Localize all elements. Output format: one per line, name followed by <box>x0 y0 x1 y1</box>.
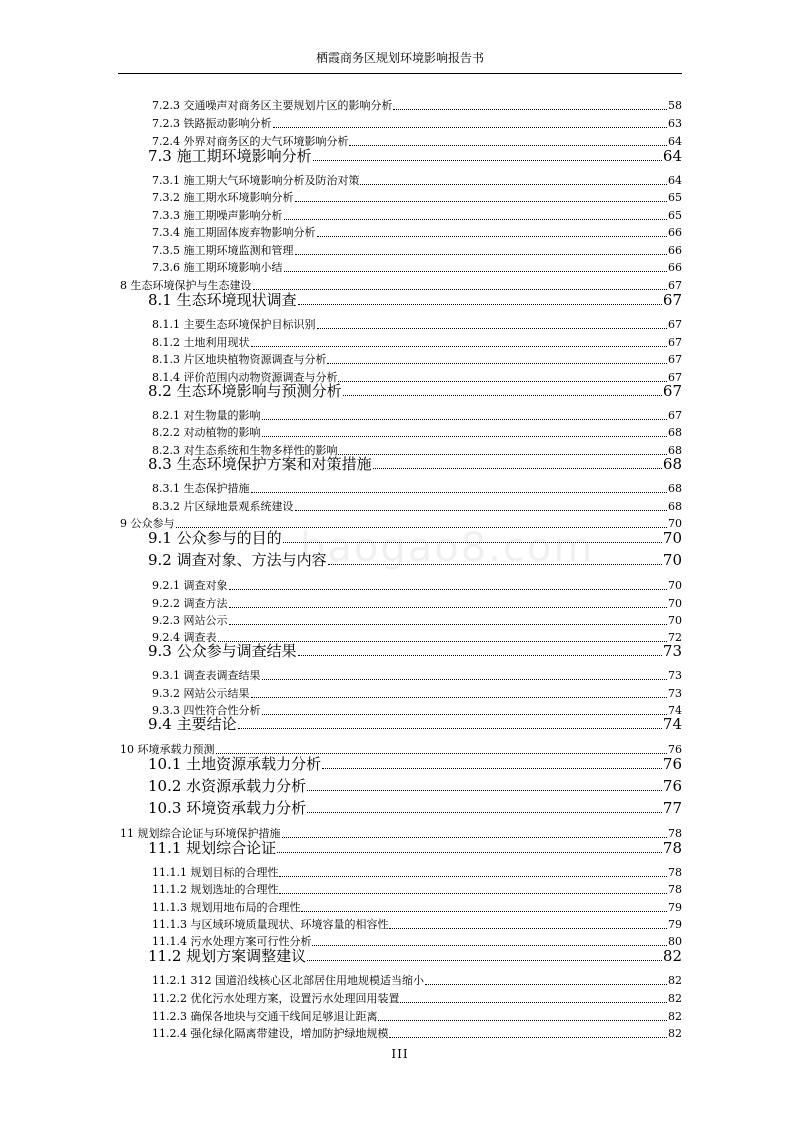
toc-entry[interactable] <box>152 172 682 189</box>
toc-entry-page: 76 <box>662 755 682 773</box>
toc-leader-dots <box>298 655 662 656</box>
toc-entry-label: 8.3.2 片区绿地景观系统建设 <box>152 500 294 513</box>
toc-entry-label: 9.3.3 四性符合性分析 <box>152 704 261 717</box>
toc-entry-label: 8.2.2 对动植物的影响 <box>152 426 261 439</box>
toc-leader-dots <box>328 564 662 565</box>
toc-entry-page: 66 <box>668 244 682 257</box>
watermark: baogao8.com <box>300 525 595 571</box>
toc-entry-page: 65 <box>668 191 682 204</box>
toc-leader-dots <box>262 679 668 680</box>
toc-leader-dots <box>284 271 668 272</box>
toc-entry-page: 67 <box>662 291 682 309</box>
toc-entry[interactable] <box>152 899 682 916</box>
toc-entry-page: 66 <box>668 226 682 239</box>
toc-entry-page: 70 <box>668 517 682 530</box>
toc-leader-dots <box>238 728 662 729</box>
toc-entry-page: 68 <box>668 482 682 495</box>
toc-entry[interactable] <box>148 714 682 734</box>
toc-entry-page: 67 <box>668 409 682 422</box>
toc-entry-label: 7.3.4 施工期固体废弃物影响分析 <box>152 226 316 239</box>
toc-entry-page: 68 <box>668 444 682 457</box>
toc-entry-label: 11.2.2 优化污水处理方案，设置污水处理回用装置 <box>152 992 400 1005</box>
toc-entry[interactable] <box>152 916 682 933</box>
toc-entry-label: 7.2.3 铁路振动影响分析 <box>152 117 272 130</box>
toc-entry-label: 9.3.1 调查表调查结果 <box>152 669 261 682</box>
toc-leader-dots <box>307 960 662 961</box>
toc-leader-dots <box>251 346 668 347</box>
toc-entry-page: 70 <box>662 551 682 569</box>
toc-entry[interactable] <box>152 424 682 441</box>
toc-entry-label: 11.1.3 与区域环境质量现状、环境容量的相容性 <box>152 918 389 931</box>
toc-entry[interactable] <box>152 498 682 515</box>
toc-entry[interactable] <box>152 207 682 224</box>
toc-leader-dots <box>373 468 662 469</box>
toc-entry-label: 8.1 生态环境现状调查 <box>148 291 297 309</box>
toc-entry-page: 78 <box>668 883 682 896</box>
toc-leader-dots <box>295 201 668 202</box>
toc-leader-dots <box>389 928 667 929</box>
toc-entry-label: 7.3.6 施工期环境影响小结 <box>152 261 283 274</box>
toc-entry[interactable] <box>148 528 682 548</box>
toc-entry-page: 64 <box>662 147 682 165</box>
toc-entry[interactable] <box>152 685 682 702</box>
toc-entry-page: 80 <box>668 935 682 948</box>
toc-entry-label: 8 生态环境保护与生态建设 <box>120 279 252 292</box>
toc-entry[interactable] <box>148 838 682 858</box>
toc-entry-label: 7.2.3 交通噪声对商务区主要规划片区的影响分析 <box>152 99 393 112</box>
toc-entry-label: 9.4 主要结论 <box>148 715 237 733</box>
toc-entry-label: 11.1.2 规划选址的合理性 <box>152 883 279 896</box>
toc-entry-label: 8.2 生态环境影响与预测分析 <box>148 382 342 400</box>
toc-entry[interactable] <box>148 454 682 474</box>
toc-entry[interactable] <box>152 480 682 497</box>
toc-entry-label: 11.2.1 312 国道沿线核心区北部居住用地规模适当缩小 <box>152 974 424 987</box>
toc-entry-page: 68 <box>668 426 682 439</box>
toc-entry[interactable] <box>152 224 682 241</box>
toc-entry-page: 58 <box>668 99 682 112</box>
toc-leader-dots <box>283 542 662 543</box>
toc-entry-label: 11.2.4 强化绿化隔离带建设，增加防护绿地规模 <box>152 1027 389 1040</box>
toc-entry-page: 82 <box>662 947 682 965</box>
toc-leader-dots <box>251 492 668 493</box>
toc-entry-label: 11 规划综合论证与环境保护措施 <box>120 827 281 840</box>
toc-entry-label: 7.3.3 施工期噪声影响分析 <box>152 209 283 222</box>
toc-entry-page: 67 <box>668 336 682 349</box>
toc-entry-page: 73 <box>668 687 682 700</box>
toc-leader-dots <box>301 911 667 912</box>
toc-entry[interactable] <box>152 351 682 368</box>
toc-entry-page: 79 <box>668 901 682 914</box>
toc-entry[interactable] <box>152 612 682 629</box>
toc-leader-dots <box>327 363 667 364</box>
toc-entry[interactable] <box>152 667 682 684</box>
toc-leader-dots <box>322 768 662 769</box>
toc-entry[interactable] <box>152 595 682 612</box>
toc-entry-label: 7.3.2 施工期水环境影响分析 <box>152 191 294 204</box>
toc-entry-label: 9.1 公众参与的目的 <box>148 529 282 547</box>
toc-entry-label: 9.3.2 网站公示结果 <box>152 687 250 700</box>
toc-leader-dots <box>229 589 668 590</box>
page-number: III <box>391 1047 409 1061</box>
toc-entry[interactable] <box>148 754 682 774</box>
toc-leader-dots <box>273 127 668 128</box>
toc-entry-label: 8.1.3 片区地块植物资源调查与分析 <box>152 353 327 366</box>
toc-entry[interactable] <box>152 972 682 989</box>
toc-entry-label: 8.3 生态环境保护方案和对策措施 <box>148 455 372 473</box>
toc-entry-label: 7.2.4 外界对商务区的大气环境影响分析 <box>152 135 349 148</box>
toc-leader-dots <box>307 812 662 813</box>
toc-entry-page: 74 <box>662 715 682 733</box>
toc-entry-label: 9.2.1 调查对象 <box>152 579 228 592</box>
toc-leader-dots <box>307 790 662 791</box>
toc-entry-label: 8.2.3 对生态系统和生物多样性的影响 <box>152 444 338 457</box>
toc-entry-page: 65 <box>668 209 682 222</box>
toc-entry[interactable] <box>152 242 682 259</box>
toc-entry[interactable] <box>152 316 682 333</box>
toc-entry-page: 64 <box>668 174 682 187</box>
toc-leader-dots <box>295 254 668 255</box>
toc-entry-label: 10.3 环境资承载力分析 <box>148 799 307 817</box>
toc-entry-page: 78 <box>668 827 682 840</box>
toc-leader-dots <box>229 624 668 625</box>
toc-entry-page: 82 <box>668 992 682 1005</box>
toc-entry-label: 8.1.4 评价范围内动物资源调查与分析 <box>152 371 338 384</box>
toc-leader-dots <box>229 607 668 608</box>
toc-entry-page: 82 <box>668 974 682 987</box>
toc-entry-page: 67 <box>668 279 682 292</box>
toc-entry[interactable] <box>152 407 682 424</box>
toc-leader-dots <box>284 219 668 220</box>
toc-leader-dots <box>313 160 662 161</box>
toc-leader-dots <box>360 184 667 185</box>
toc-entry[interactable] <box>152 881 682 898</box>
toc-leader-dots <box>378 1020 667 1021</box>
toc-entry[interactable] <box>152 334 682 351</box>
toc-entry-page: 76 <box>662 777 682 795</box>
toc-entry[interactable] <box>148 146 682 166</box>
toc-entry-page: 78 <box>662 839 682 857</box>
toc-entry-page: 63 <box>668 117 682 130</box>
toc-entry-label: 11.2.3 确保各地块与交通干线间足够退让距离 <box>152 1010 378 1023</box>
toc-entry-page: 67 <box>668 371 682 384</box>
toc-entry[interactable] <box>152 1025 682 1042</box>
toc-entry-page: 67 <box>668 353 682 366</box>
toc-leader-dots <box>262 436 668 437</box>
toc-entry[interactable] <box>152 259 682 276</box>
toc-entry-page: 82 <box>668 1010 682 1023</box>
toc-entry-page: 77 <box>662 799 682 817</box>
toc-entry[interactable] <box>152 189 682 206</box>
toc-entry-page: 68 <box>662 455 682 473</box>
toc-leader-dots <box>251 697 668 698</box>
toc-entry-page: 70 <box>662 529 682 547</box>
toc-leader-dots <box>262 419 668 420</box>
toc-leader-dots <box>277 852 662 853</box>
toc-leader-dots <box>279 876 667 877</box>
toc-entry-page: 70 <box>668 614 682 627</box>
toc-leader-dots <box>317 328 668 329</box>
toc-entry-label: 7.3 施工期环境影响分析 <box>148 147 312 165</box>
toc-entry-label: 8.1.1 主要生态环境保护目标识别 <box>152 318 316 331</box>
toc-leader-dots <box>298 304 662 305</box>
toc-entry-label: 11.1.1 规划目标的合理性 <box>152 866 279 879</box>
toc-entry[interactable] <box>152 97 682 114</box>
toc-entry-page: 79 <box>668 918 682 931</box>
toc-entry-page: 73 <box>662 642 682 660</box>
toc-leader-dots <box>317 236 668 237</box>
toc-entry-label: 9.3 公众参与调查结果 <box>148 642 297 660</box>
toc-leader-dots <box>389 1037 667 1038</box>
toc-entry[interactable] <box>148 290 682 310</box>
toc-entry[interactable] <box>148 550 682 570</box>
toc-entry-page: 64 <box>668 135 682 148</box>
toc-entry-label: 9 公众参与 <box>120 517 175 530</box>
toc-entry[interactable] <box>148 946 682 966</box>
toc-entry-label: 10.2 水资源承载力分析 <box>148 777 307 795</box>
toc-entry[interactable] <box>148 776 682 796</box>
toc-entry[interactable] <box>148 798 682 818</box>
toc-entry-page: 76 <box>668 743 682 756</box>
toc-entry[interactable] <box>152 577 682 594</box>
toc-entry[interactable] <box>148 641 682 661</box>
toc-entry-label: 8.3.1 生态保护措施 <box>152 482 250 495</box>
toc-entry-page: 70 <box>668 579 682 592</box>
toc-leader-dots <box>343 395 662 396</box>
toc-entry-page: 66 <box>668 261 682 274</box>
toc-entry-page: 67 <box>662 382 682 400</box>
toc-entry-label: 7.3.5 施工期环境监测和管理 <box>152 244 294 257</box>
toc-leader-dots <box>425 984 667 985</box>
toc-entry-label: 9.2.4 调查表 <box>152 631 217 644</box>
toc-entry[interactable] <box>152 864 682 881</box>
toc-entry-label: 7.3.1 施工期大气环境影响分析及防治对策 <box>152 174 360 187</box>
toc-entry-label: 11.2 规划方案调整建议 <box>148 947 307 965</box>
toc-entry[interactable] <box>152 115 682 132</box>
toc-entry-label: 8.2.1 对生物量的影响 <box>152 409 261 422</box>
toc-leader-dots <box>393 109 667 110</box>
toc-entry-label: 11.1.4 污水处理方案可行性分析 <box>152 935 312 948</box>
toc-entry-label: 11.1.3 规划用地布局的合理性 <box>152 901 301 914</box>
toc-entry-page: 73 <box>668 669 682 682</box>
toc-entry-page: 72 <box>668 631 682 644</box>
toc-entry[interactable] <box>152 1008 682 1025</box>
toc-entry-label: 9.2 调查对象、方法与内容 <box>148 551 327 569</box>
toc-entry-page: 74 <box>668 704 682 717</box>
toc-entry[interactable] <box>148 381 682 401</box>
toc-entry-label: 9.2.3 网站公示 <box>152 614 228 627</box>
toc-entry[interactable] <box>152 990 682 1007</box>
toc-leader-dots <box>279 893 667 894</box>
toc-entry-page: 82 <box>668 1027 682 1040</box>
toc-leader-dots <box>400 1002 667 1003</box>
toc-entry-page: 70 <box>668 597 682 610</box>
toc-entry-label: 11.1 规划综合论证 <box>148 839 277 857</box>
toc-entry-label: 9.2.2 调查方法 <box>152 597 228 610</box>
toc-entry-page: 68 <box>668 500 682 513</box>
toc-entry-label: 8.1.2 土地利用现状 <box>152 336 250 349</box>
running-header: 栖霞商务区规划环境影响报告书 <box>315 51 484 65</box>
toc-entry-label: 10.1 土地资源承载力分析 <box>148 755 322 773</box>
toc-leader-dots <box>295 510 668 511</box>
toc-entry-page: 78 <box>668 866 682 879</box>
toc-entry-page: 67 <box>668 318 682 331</box>
toc-entry-label: 10 环境承载力预测 <box>120 743 215 756</box>
